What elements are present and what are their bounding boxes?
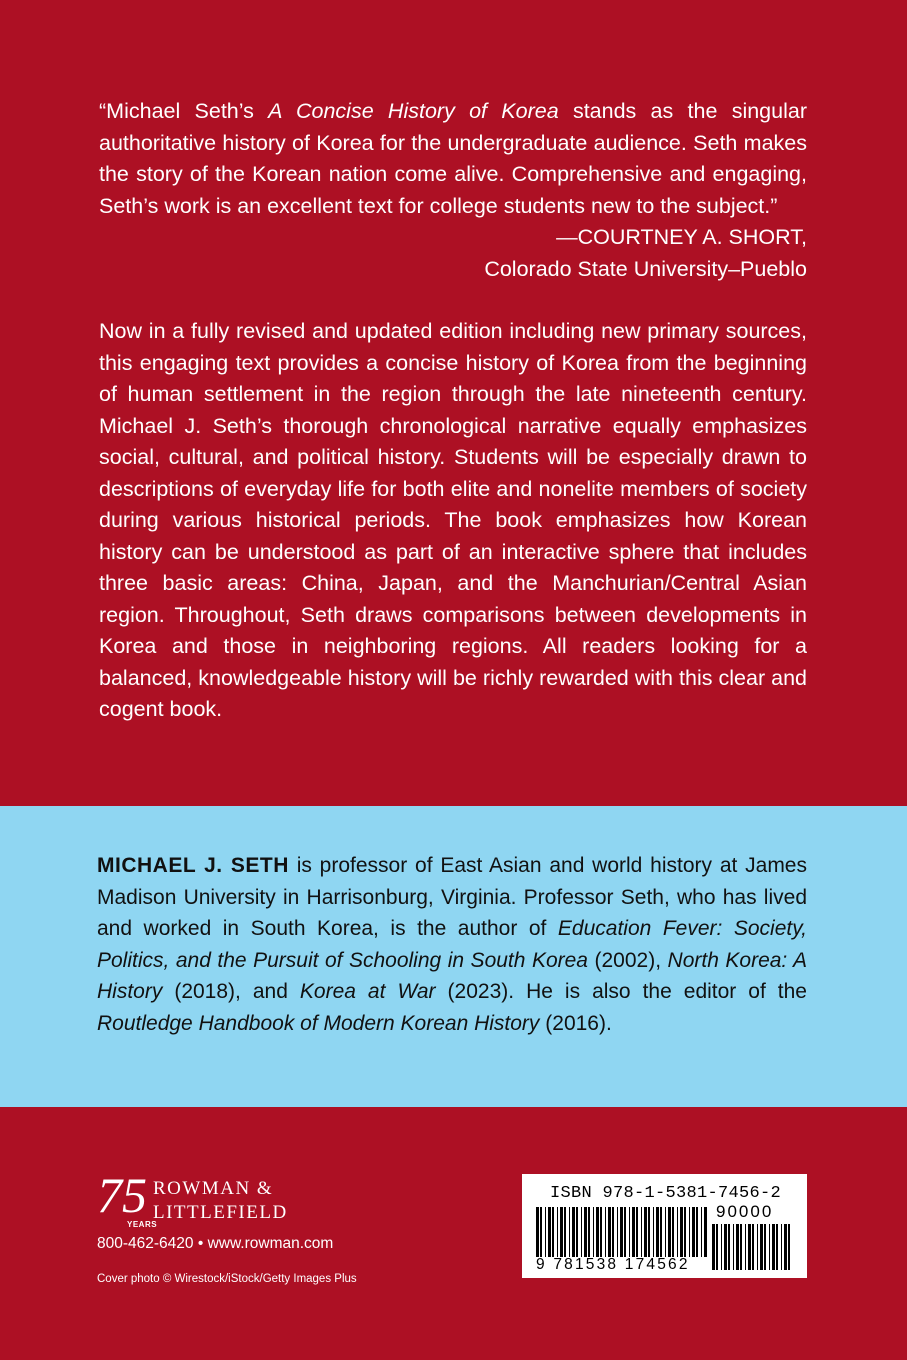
barcode-bar xyxy=(596,1207,599,1257)
barcode-bar xyxy=(745,1224,746,1270)
barcode-bar xyxy=(788,1224,790,1270)
barcode-bar xyxy=(540,1207,542,1257)
barcode-bar xyxy=(660,1207,662,1257)
barcode-bar xyxy=(668,1207,671,1257)
barcode-bar xyxy=(632,1207,635,1257)
barcode-bar xyxy=(548,1207,551,1257)
barcode-bar xyxy=(569,1207,570,1257)
author-bio xyxy=(97,850,807,1039)
barcode-bar xyxy=(696,1207,698,1257)
book-title-north-korea: North Korea: A History xyxy=(97,948,807,1003)
barcode-bar xyxy=(692,1207,695,1257)
barcode-bar xyxy=(648,1207,650,1257)
barcode-bar xyxy=(557,1207,558,1257)
open-quote-mark: “ xyxy=(99,99,107,123)
price-code: 90000 xyxy=(716,1202,774,1221)
barcode-bar xyxy=(612,1207,614,1257)
ean-digits: 9 781538 174562 xyxy=(536,1256,690,1273)
anniversary-number: 75 xyxy=(97,1167,147,1223)
barcode-bar xyxy=(712,1224,715,1270)
quote-attribution-affiliation: Colorado State University–Pueblo xyxy=(484,256,807,281)
bio-text-5: (2016). xyxy=(539,1011,612,1035)
barcode-bar xyxy=(636,1207,638,1257)
barcode-bar xyxy=(584,1207,587,1257)
barcode-bar xyxy=(588,1207,590,1257)
barcode-bar xyxy=(572,1207,575,1257)
barcode-bar xyxy=(721,1224,722,1270)
barcode-bar xyxy=(684,1207,686,1257)
barcode-bar xyxy=(644,1207,647,1257)
barcode-bar xyxy=(564,1207,566,1257)
barcode-bar xyxy=(629,1207,630,1257)
quoted-book-title: A Concise History of Korea xyxy=(268,99,559,123)
barcode-bar xyxy=(769,1224,770,1270)
book-title-routledge-handbook: Routledge Handbook of Modern Korean History xyxy=(97,1011,540,1035)
book-title-education-fever: Education Fever: Society, Politics, and the Pursuit of Schooling in South Korea xyxy=(97,917,807,972)
barcode-bar xyxy=(620,1207,623,1257)
barcode-bar xyxy=(677,1207,678,1257)
barcode-bar xyxy=(776,1224,778,1270)
barcode-bar xyxy=(536,1207,539,1257)
barcode-bar xyxy=(653,1207,654,1257)
author-name: MICHAEL J. SETH xyxy=(97,854,289,877)
publisher-name-line1: ROWMAN & xyxy=(153,1178,274,1199)
barcode-bar xyxy=(617,1207,618,1257)
barcode-bar xyxy=(736,1224,739,1270)
publisher-name-line2: LITTLEFIELD xyxy=(153,1202,288,1223)
barcode-bar xyxy=(593,1207,594,1257)
addon-barcode-bars xyxy=(712,1224,792,1270)
quote-text: stands as the singular authoritative history of Korea for the undergraduate audience. Seth makes the story of the Korean nation come alive. Comprehensive and engaging, Seth’s work is an excellent text for college students new to the subject.” xyxy=(99,99,807,218)
barcode-bar xyxy=(748,1224,751,1270)
barcode-bar xyxy=(724,1224,727,1270)
book-description: Now in a fully revised and updated edition including new primary sources, this engaging text provides a concise history of Korea from the beginning of human settlement in the region through the late nineteenth century. Michael J. Seth’s thorough chronological narrative equally emphasizes social, cultural, and political history. Students will be especially drawn to descriptions of everyday life for both elite and nonelite members of society during various historical periods. The book emphasizes how Korean history can be understood as part of an interactive sphere that includes three basic areas: China, Japan, and the Manchurian/Central Asian region. Throughout, Seth draws comparisons between developments in Korea and those in neighboring regions. All readers looking for a balanced, knowledgeable history will be richly rewarded with this clear and cogent book. xyxy=(99,319,807,721)
barcode-bar xyxy=(764,1224,766,1270)
endorsement-quote xyxy=(99,96,807,285)
barcode-bar xyxy=(733,1224,734,1270)
barcode-bar xyxy=(680,1207,683,1257)
bio-text-4: (2023). He is also the editor of the xyxy=(435,980,807,1003)
barcode-bar xyxy=(701,1207,702,1257)
barcode-bar xyxy=(665,1207,666,1257)
barcode-bar xyxy=(560,1207,563,1257)
barcode-bar xyxy=(760,1224,763,1270)
bio-text-2: (2002), xyxy=(587,948,668,972)
barcode-bar xyxy=(624,1207,626,1257)
barcode-bar xyxy=(608,1207,611,1257)
barcode-bar xyxy=(781,1224,782,1270)
barcode-bar xyxy=(752,1224,754,1270)
barcode-bar xyxy=(689,1207,690,1257)
barcode-bar xyxy=(600,1207,602,1257)
barcode-bar xyxy=(545,1207,546,1257)
barcode-bar xyxy=(605,1207,606,1257)
barcode-bar xyxy=(672,1207,674,1257)
isbn-barcode xyxy=(522,1174,807,1278)
barcode-bar xyxy=(641,1207,642,1257)
barcode-bar xyxy=(784,1224,787,1270)
barcode-bar xyxy=(552,1207,554,1257)
barcode-bar xyxy=(704,1207,707,1257)
barcode-bar xyxy=(656,1207,659,1257)
quote-author-lead: Michael Seth’s xyxy=(106,99,269,123)
bio-text-3: (2018), and xyxy=(162,980,300,1003)
cover-photo-credit: Cover photo © Wirestock/iStock/Getty Images Plus xyxy=(97,1273,357,1285)
barcode-bar xyxy=(716,1224,718,1270)
isbn-label: ISBN 978-1-5381-7456-2 xyxy=(550,1184,782,1203)
bio-text-1: is professor of East Asian and world history at James Madison University in Harrisonburg, Virginia. Professor Seth, who has lived and worked in South Korea, is the author of xyxy=(97,854,807,940)
quote-attribution-name: —COURTNEY A. SHORT, xyxy=(556,225,807,249)
barcode-bar xyxy=(581,1207,582,1257)
book-title-korea-at-war: Korea at War xyxy=(299,980,436,1003)
barcode-bar xyxy=(576,1207,578,1257)
barcode-bar xyxy=(740,1224,742,1270)
barcode-bar xyxy=(757,1224,758,1270)
anniversary-label: YEARS xyxy=(127,1220,158,1229)
barcode-bar xyxy=(772,1224,775,1270)
barcode-bar xyxy=(728,1224,730,1270)
author-bio-band xyxy=(0,806,907,1107)
ean-barcode-bars xyxy=(536,1207,708,1257)
publisher-contact: 800-462-6420 • www.rowman.com xyxy=(97,1235,334,1252)
